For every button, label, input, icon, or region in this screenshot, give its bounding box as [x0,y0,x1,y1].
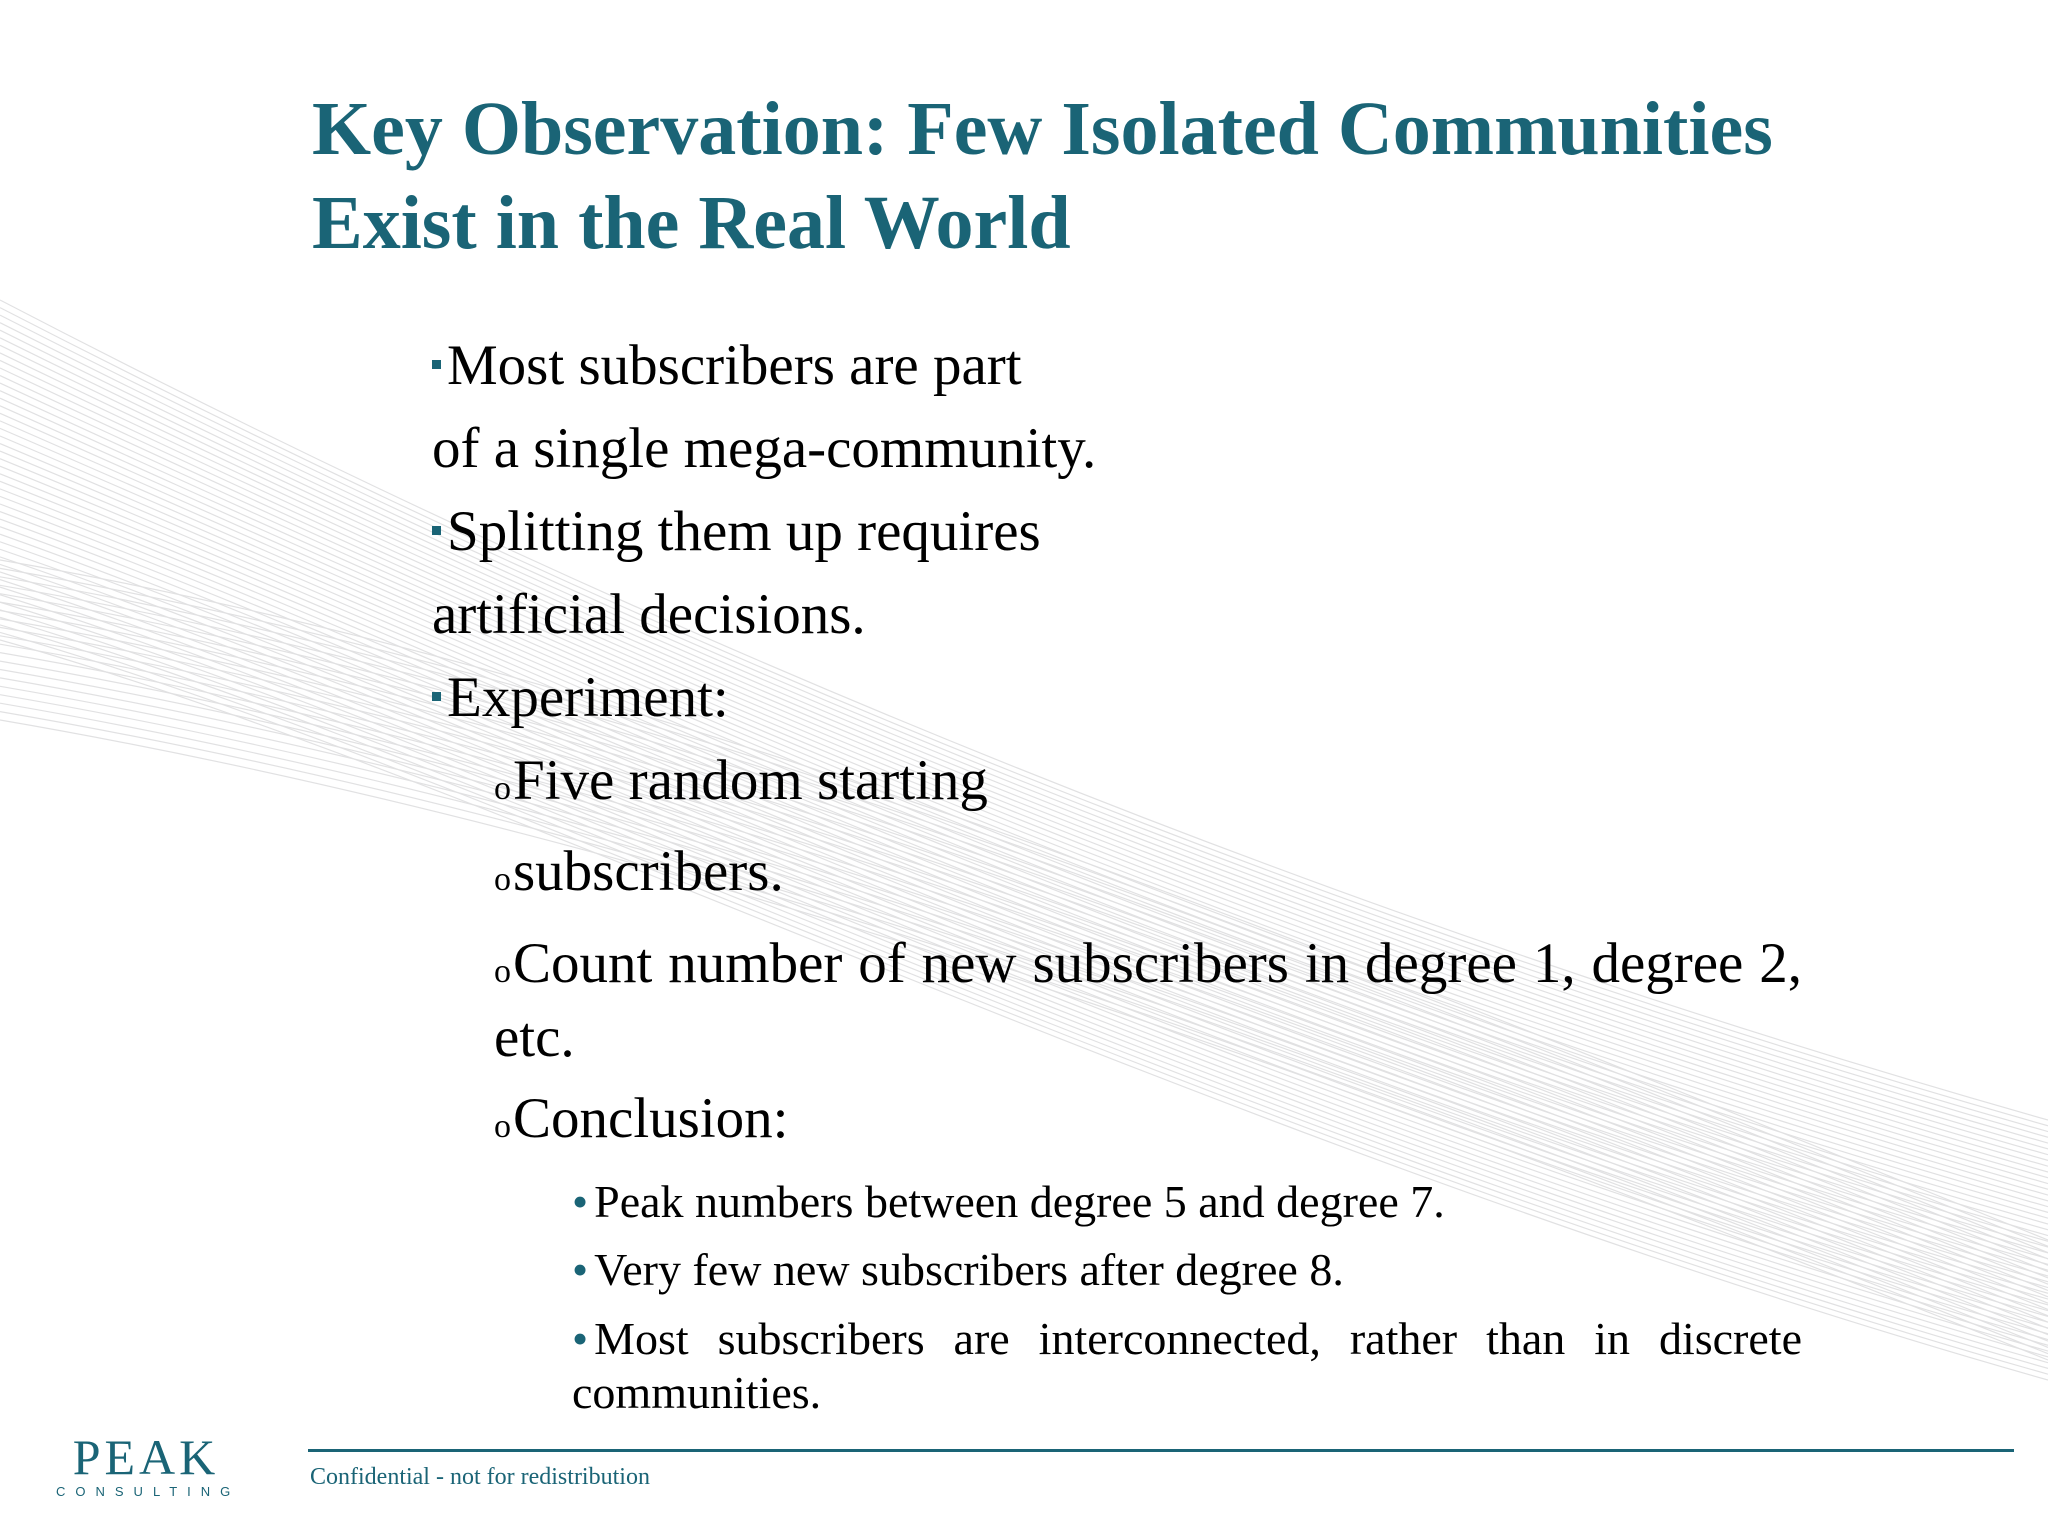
circle-bullet-icon: o [494,770,511,807]
slide-body [432,324,1802,1420]
sub-bullet-item [432,830,1802,921]
sub-bullet-item [432,1077,1802,1168]
dot-bullet-icon: • [572,1244,589,1295]
title-line-1: Key Observation: Few Isolated Communities [312,87,1773,171]
sub-bullet-item [432,739,1802,830]
logo-wordmark: PEAK [72,1429,220,1485]
conclusion-point [432,1168,1802,1236]
company-logo [56,1429,241,1500]
bullet-item [432,490,1802,573]
bullet-item [432,656,1802,739]
conclusion-text: Very few new subscribers after degree 8. [594,1244,1344,1295]
title-line-2: Exist in the Real World [312,181,1071,265]
bullet-text: Most subscribers are part [447,334,1022,397]
slide-title [312,82,1952,270]
bullet-text: Splitting them up requires [447,500,1041,563]
sub-bullet-item [432,921,1802,1077]
bullet-continuation [432,407,1802,490]
square-bullet-icon [432,526,441,535]
logo-subtitle: CONSULTING [56,1484,241,1499]
circle-bullet-icon: o [494,953,511,990]
conclusion-point [432,1236,1802,1304]
bullet-text: of a single mega-community. [432,417,1097,480]
sub-bullet-text: Five random starting [513,749,988,812]
conclusion-text: Peak numbers between degree 5 and degree 7. [594,1176,1445,1227]
bullet-text: Experiment: [447,666,729,729]
circle-bullet-icon: o [494,1108,511,1145]
sub-bullet-text: Count number of new subscribers in degree 1, degree 2, etc. [494,932,1802,1069]
sub-bullet-text: subscribers. [513,840,784,903]
dot-bullet-icon: • [572,1313,589,1364]
footer-confidential-notice: Confidential - not for redistribution [310,1464,650,1490]
conclusion-point [432,1304,1802,1420]
bullet-text: artificial decisions. [432,583,866,646]
conclusion-text: Most subscribers are interconnected, rather than in discrete communities. [572,1313,1802,1418]
sub-bullet-text: Conclusion: [513,1087,789,1150]
square-bullet-icon [432,360,441,369]
bullet-continuation [432,573,1802,656]
bullet-item [432,324,1802,407]
circle-bullet-icon: o [494,861,511,898]
footer-divider [308,1449,2014,1452]
dot-bullet-icon: • [572,1176,589,1227]
square-bullet-icon [432,692,441,701]
